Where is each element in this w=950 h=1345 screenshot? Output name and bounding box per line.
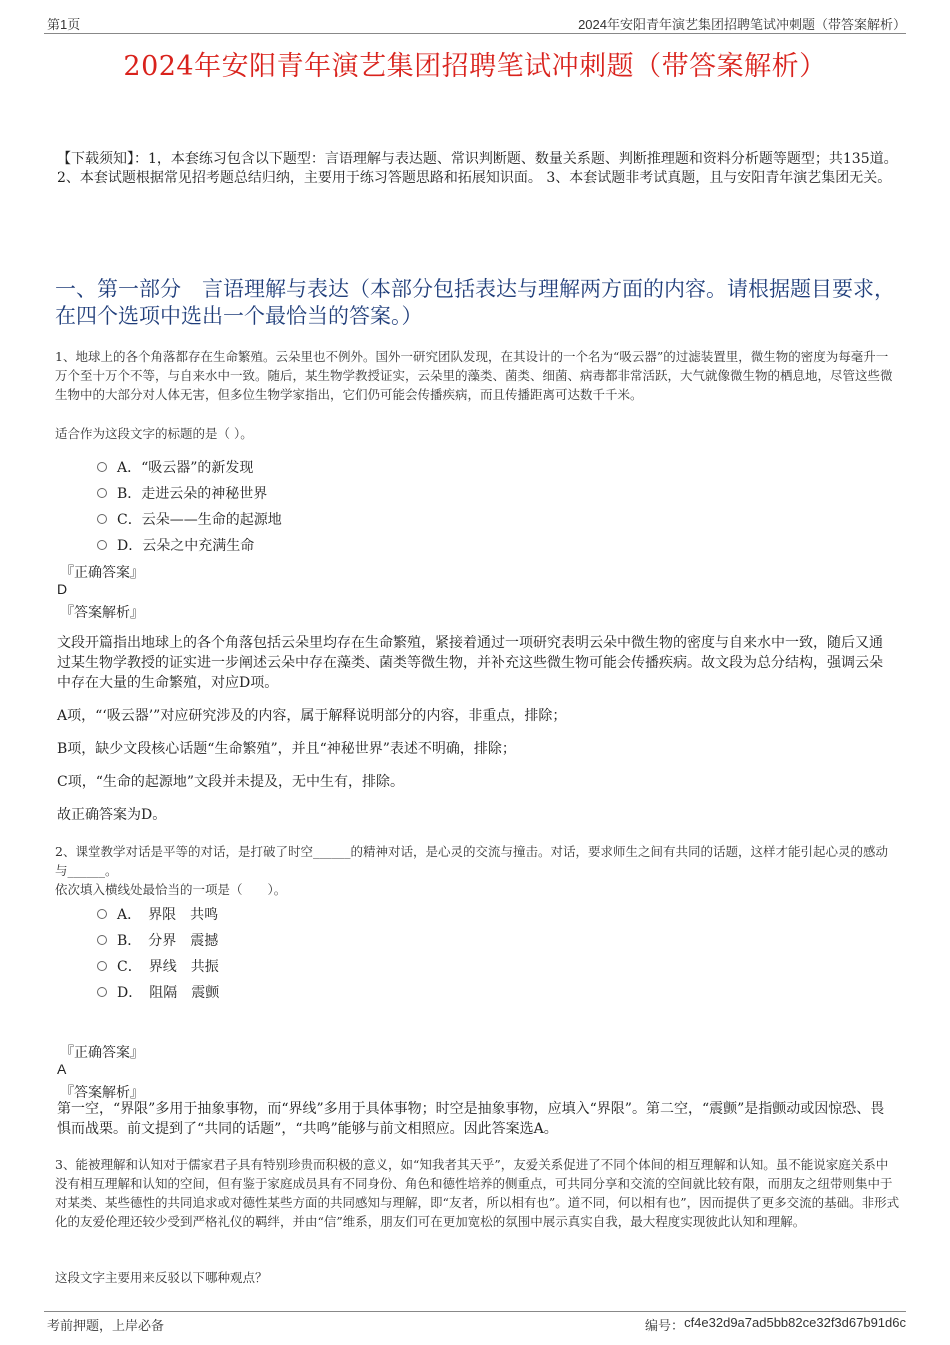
- question-2-option-d[interactable]: [97, 982, 219, 1002]
- footer-slogan: 考前押题，上岸必备: [47, 1319, 165, 1334]
- question-1-answer-label: 『正确答案』: [60, 565, 144, 581]
- question-1-option-a[interactable]: [97, 457, 253, 477]
- question-1-stem: 适合作为这段文字的标题的是（ ）。: [55, 426, 253, 441]
- section-heading: 一、第一部分 言语理解与表达（本部分包括表达与理解两方面的内容。请根据题目要求，在四个选项中选出一个最恰当的答案。）: [55, 277, 895, 328]
- option-label: C．云朵——生命的起源地: [117, 512, 282, 528]
- question-1-analysis-para: 文段开篇指出地球上的各个角落包括云朵里均存在生命繁殖，紧接着通过一项研究表明云朵中微生物的密度与自来水中一致，随后又通过某生物学教授的证实进一步阐述云朵中存在藻类、菌类等微生物，并补充这些微生物可能会传播疾病。故文段为总分结构，强调云朵中存在大量的生命繁殖，对应D项。: [57, 635, 883, 691]
- question-1-text: 1、地球上的各个角落都存在生命繁殖。云朵里也不例外。国外一研究团队发现，在其设计的一个名为“吸云器”的过滤装置里，微生物的密度为每毫升一万个至十万个不等，与自来水中一致。随后，某生物学教授证实，云朵里的藻类、菌类、细菌、病毒都非常活跃，大气就像微生物的栖息地，尽管这些微生物中的大部分对人体无害，但多位生物学家指出，它们仍可能会传播疾病，而且传播距离可达数千千米。: [55, 349, 893, 402]
- radio-icon[interactable]: [97, 935, 107, 945]
- radio-icon[interactable]: [97, 462, 107, 472]
- question-2-option-b[interactable]: [97, 930, 218, 950]
- question-1-analysis-label: 『答案解析』: [60, 605, 144, 621]
- radio-icon[interactable]: [97, 987, 107, 997]
- question-1-analysis-para: A项，“‘吸云器’”对应研究涉及的内容，属于解释说明部分的内容，非重点，排除；: [57, 708, 567, 724]
- header-doc-title: 2024年安阳青年演艺集团招聘笔试冲刺题（带答案解析）: [578, 17, 906, 32]
- question-2-option-a[interactable]: [97, 904, 218, 924]
- option-label: C． 界线 共振: [117, 959, 219, 975]
- question-1-option-b[interactable]: [97, 483, 267, 503]
- question-2-stem: 依次填入横线处最恰当的一项是（ ）。: [55, 882, 287, 897]
- question-1-option-c[interactable]: [97, 509, 282, 529]
- radio-icon[interactable]: [97, 488, 107, 498]
- option-label: D．云朵之中充满生命: [117, 538, 255, 554]
- question-2-analysis-para: 第一空，“界限”多用于抽象事物，而“界线”多用于具体事物；时空是抽象事物，应填入“界限”。第二空，“震颤”是指颤动或因惊恐、畏惧而战栗。前文提到了“共同的话题”，“共鸣”能够与前文相照应。因此答案选A。: [57, 1101, 885, 1137]
- footer-code-value: cf4e32d9a7ad5bb82ce32f3d67b91d6c: [684, 1315, 906, 1330]
- question-2-answer: A: [57, 1061, 67, 1077]
- option-label: D． 阻隔 震颤: [117, 985, 220, 1001]
- question-1-analysis-para: 故正确答案为D。: [57, 807, 167, 823]
- radio-icon[interactable]: [97, 909, 107, 919]
- page-title: 2024年安阳青年演艺集团招聘笔试冲刺题（带答案解析）: [123, 51, 827, 82]
- question-1-option-d[interactable]: [97, 535, 254, 555]
- footer-code-label: 编号：: [645, 1319, 685, 1334]
- question-1-answer: D: [57, 581, 68, 597]
- option-label: B． 分界 震撼: [117, 933, 219, 949]
- footer-code: [645, 1315, 906, 1334]
- option-label: B．走进云朵的神秘世界: [117, 486, 268, 502]
- option-label: A．“吸云器”的新发现: [117, 460, 254, 476]
- question-1-analysis-para: C项，“生命的起源地”文段并未提及，无中生有，排除。: [57, 774, 405, 790]
- question-1-analysis-para: B项，缺少文段核心话题“生命繁殖”，并且“神秘世界”表述不明确，排除；: [57, 741, 516, 757]
- question-2-text: 2、课堂教学对话是平等的对话，是打破了时空______的精神对话，是心灵的交流与撞击。对话，要求师生之间有共同的话题，这样才能引起心灵的感动与______。: [55, 844, 888, 878]
- question-2-option-c[interactable]: [97, 956, 219, 976]
- header-divider: [44, 33, 906, 34]
- question-2-analysis-label: 『答案解析』: [60, 1085, 144, 1101]
- question-2-answer-label: 『正确答案』: [60, 1045, 144, 1061]
- question-3-stem: 这段文字主要用来反驳以下哪种观点？: [55, 1270, 268, 1285]
- question-3-text: 3、能被理解和认知对于儒家君子具有特别珍贵而积极的意义，如“知我者其天乎”，友爱关系促进了不同个体间的相互理解和认知。虽不能说家庭关系中没有相互理解和认知的空间，但有鉴于家庭成员具有不同身份、角色和德性培养的侧重点，可共同分享和交流的空间就比较有限，而朋友之纽带则集中于对某类、某些德性的共同追求或对德性某些方面的共同感知与理解，即“友者，所以相有也”。道不同，何以相有也”，因而提供了更多交流的基础。非形式化的友爱伦理还较少受到严格礼仪的羁绊，并由“信”维系，朋友们可在更加宽松的氛围中展示真实自我，最大程度实现彼此认知和理解。: [55, 1157, 900, 1229]
- footer-divider: [44, 1311, 906, 1312]
- option-label: A． 界限 共鸣: [117, 907, 219, 923]
- page-number: 第1页: [47, 17, 81, 32]
- radio-icon[interactable]: [97, 514, 107, 524]
- download-notice: 【下载须知】：1，本套练习包含以下题型：言语理解与表达题、常识判断题、数量关系题、判断推理题和资料分析题等题型；共135道。 2、本套试题根据常见招考题总结归纳，主要用于练习答题思路和拓展知识面。 3、本套试题非考试真题，且与安阳青年演艺集团无关。: [57, 151, 898, 186]
- radio-icon[interactable]: [97, 961, 107, 971]
- radio-icon[interactable]: [97, 540, 107, 550]
